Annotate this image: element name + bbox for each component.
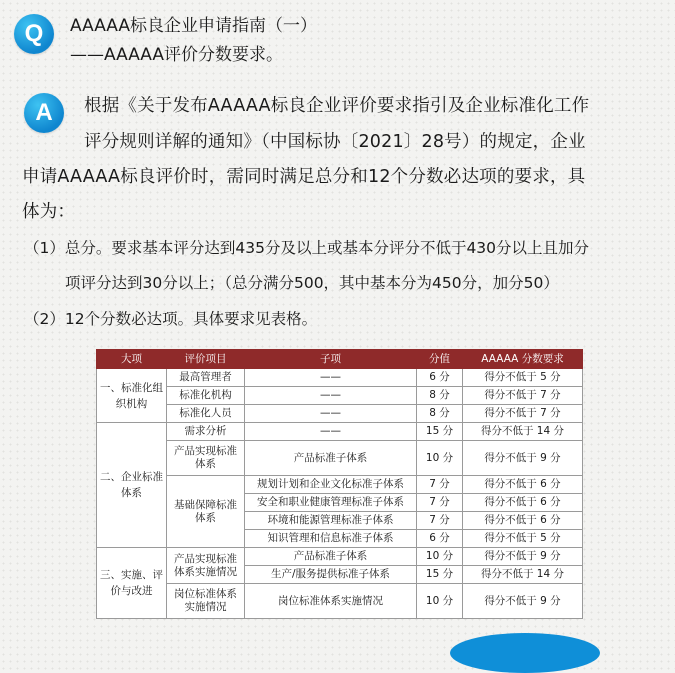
table-row xyxy=(97,405,583,423)
table-header-row xyxy=(97,350,583,369)
header-requirement: AAAAA 分数要求 xyxy=(463,350,583,369)
item-1-line-2: 项评分达到30分以上；（总分满分500，其中基本分为450分，加分50） xyxy=(65,274,559,292)
subitem-cell: 产品标准子体系 xyxy=(245,441,417,476)
requirements-table xyxy=(96,349,583,619)
header-subitem: 子项 xyxy=(245,350,417,369)
question-badge: Q xyxy=(14,14,54,54)
subitem-cell: —— xyxy=(245,423,417,441)
header-category: 大项 xyxy=(97,350,167,369)
header-score: 分值 xyxy=(417,350,463,369)
score-cell: 8 分 xyxy=(417,387,463,405)
requirement-cell: 得分不低于 9 分 xyxy=(463,548,583,566)
requirement-cell: 得分不低于 5 分 xyxy=(463,530,583,548)
subitem-cell: —— xyxy=(245,369,417,387)
score-cell: 10 分 xyxy=(417,548,463,566)
subitem-cell: —— xyxy=(245,405,417,423)
requirement-cell: 得分不低于 6 分 xyxy=(463,494,583,512)
score-cell: 7 分 xyxy=(417,476,463,494)
subitem-cell: 生产/服务提供标准子体系 xyxy=(245,566,417,584)
answer-line-2: 评分规则详解的通知》（中国标协〔2021〕28号）的规定，企业 xyxy=(84,132,586,152)
requirement-cell: 得分不低于 7 分 xyxy=(463,405,583,423)
table-row xyxy=(97,441,583,476)
category-cell: 一、标准化组织机构 xyxy=(97,369,167,423)
table-row xyxy=(97,387,583,405)
item-2: （2）12个分数必达项。具体要求见表格。 xyxy=(24,310,318,328)
item-cell: 岗位标准体系实施情况 xyxy=(167,584,245,619)
answer-line-1: 根据《关于发布AAAAA标良企业评价要求指引及企业标准化工作 xyxy=(84,96,590,116)
requirement-cell: 得分不低于 14 分 xyxy=(463,423,583,441)
item-cell: 标准化人员 xyxy=(167,405,245,423)
item-cell: 最高管理者 xyxy=(167,369,245,387)
subitem-cell: —— xyxy=(245,387,417,405)
category-cell: 三、实施、评价与改进 xyxy=(97,548,167,619)
requirement-cell: 得分不低于 9 分 xyxy=(463,441,583,476)
header-item: 评价项目 xyxy=(167,350,245,369)
subitem-cell: 规划计划和企业文化标准子体系 xyxy=(245,476,417,494)
item-cell: 产品实现标准体系 xyxy=(167,441,245,476)
table-row xyxy=(97,369,583,387)
requirement-cell: 得分不低于 5 分 xyxy=(463,369,583,387)
subitem-cell: 岗位标准体系实施情况 xyxy=(245,584,417,619)
requirement-cell: 得分不低于 7 分 xyxy=(463,387,583,405)
question-subtitle: ——AAAAA评价分数要求。 xyxy=(70,45,284,65)
score-cell: 7 分 xyxy=(417,512,463,530)
score-cell: 6 分 xyxy=(417,530,463,548)
score-cell: 15 分 xyxy=(417,423,463,441)
item-1-line-1: （1）总分。要求基本评分达到435分及以上或基本分评分不低于430分以上且加分 xyxy=(24,239,590,257)
subitem-cell: 产品标准子体系 xyxy=(245,548,417,566)
item-cell: 标准化机构 xyxy=(167,387,245,405)
subitem-cell: 安全和职业健康管理标准子体系 xyxy=(245,494,417,512)
item-cell: 基础保障标准体系 xyxy=(167,476,245,548)
score-cell: 15 分 xyxy=(417,566,463,584)
answer-line-4: 体为： xyxy=(22,202,76,222)
score-cell: 7 分 xyxy=(417,494,463,512)
item-cell: 产品实现标准体系实施情况 xyxy=(167,548,245,584)
score-cell: 8 分 xyxy=(417,405,463,423)
requirement-cell: 得分不低于 6 分 xyxy=(463,476,583,494)
requirement-cell: 得分不低于 14 分 xyxy=(463,566,583,584)
decorative-shape xyxy=(450,633,600,673)
question-title: AAAAA标良企业申请指南（一） xyxy=(70,16,318,36)
table-row xyxy=(97,423,583,441)
answer-line-3: 申请AAAAA标良评价时，需同时满足总分和12个分数必达项的要求，具 xyxy=(22,167,586,187)
subitem-cell: 知识管理和信息标准子体系 xyxy=(245,530,417,548)
table-row xyxy=(97,548,583,566)
requirement-cell: 得分不低于 6 分 xyxy=(463,512,583,530)
score-cell: 10 分 xyxy=(417,441,463,476)
requirement-cell: 得分不低于 9 分 xyxy=(463,584,583,619)
score-cell: 6 分 xyxy=(417,369,463,387)
item-cell: 需求分析 xyxy=(167,423,245,441)
category-cell: 二、企业标准体系 xyxy=(97,423,167,548)
subitem-cell: 环境和能源管理标准子体系 xyxy=(245,512,417,530)
table-row xyxy=(97,476,583,494)
answer-badge: A xyxy=(24,93,64,133)
score-cell: 10 分 xyxy=(417,584,463,619)
